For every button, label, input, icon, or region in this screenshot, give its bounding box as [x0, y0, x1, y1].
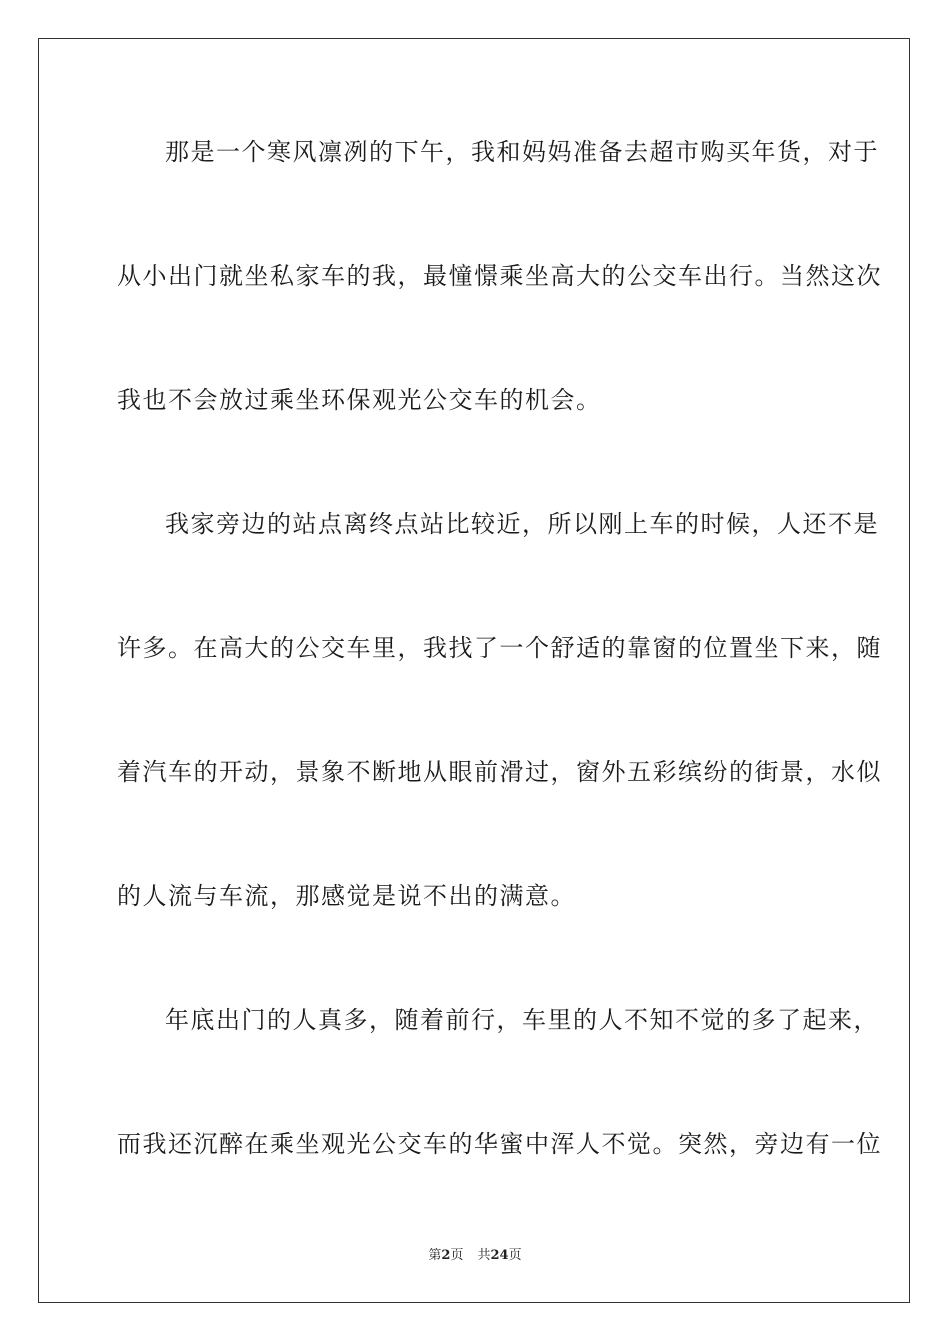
total-prefix: 共 [477, 1248, 491, 1263]
text-line: 着汽车的开动，景象不断地从眼前滑过，窗外五彩缤纷的街景，水似 [117, 758, 882, 786]
text-line: 许多。在高大的公交车里，我找了一个舒适的靠窗的位置坐下来，随 [117, 634, 882, 662]
text-line: 而我还沉醉在乘坐观光公交车的华蜜中浑人不觉。突然，旁边有一位 [117, 1130, 882, 1158]
text-line: 我家旁边的站点离终点站比较近，所以刚上车的时候，人还不是 [165, 510, 879, 538]
page-footer [0, 1247, 950, 1265]
page-border [38, 38, 910, 1303]
page-prefix: 第 [428, 1248, 442, 1263]
text-line: 我也不会放过乘坐环保观光公交车的机会。 [117, 386, 602, 414]
text-line: 的人流与车流，那感觉是说不出的满意。 [117, 882, 576, 910]
page-number: 2 [441, 1248, 451, 1263]
text-line: 那是一个寒风凛冽的下午，我和妈妈准备去超市购买年货，对于 [165, 138, 879, 166]
text-line: 年底出门的人真多，随着前行，车里的人不知不觉的多了起来， [165, 1006, 879, 1034]
total-pages: 24 [490, 1248, 509, 1263]
total-suffix: 页 [508, 1248, 522, 1263]
page-suffix: 页 [450, 1248, 464, 1263]
text-line: 从小出门就坐私家车的我，最憧憬乘坐高大的公交车出行。当然这次 [117, 262, 882, 290]
